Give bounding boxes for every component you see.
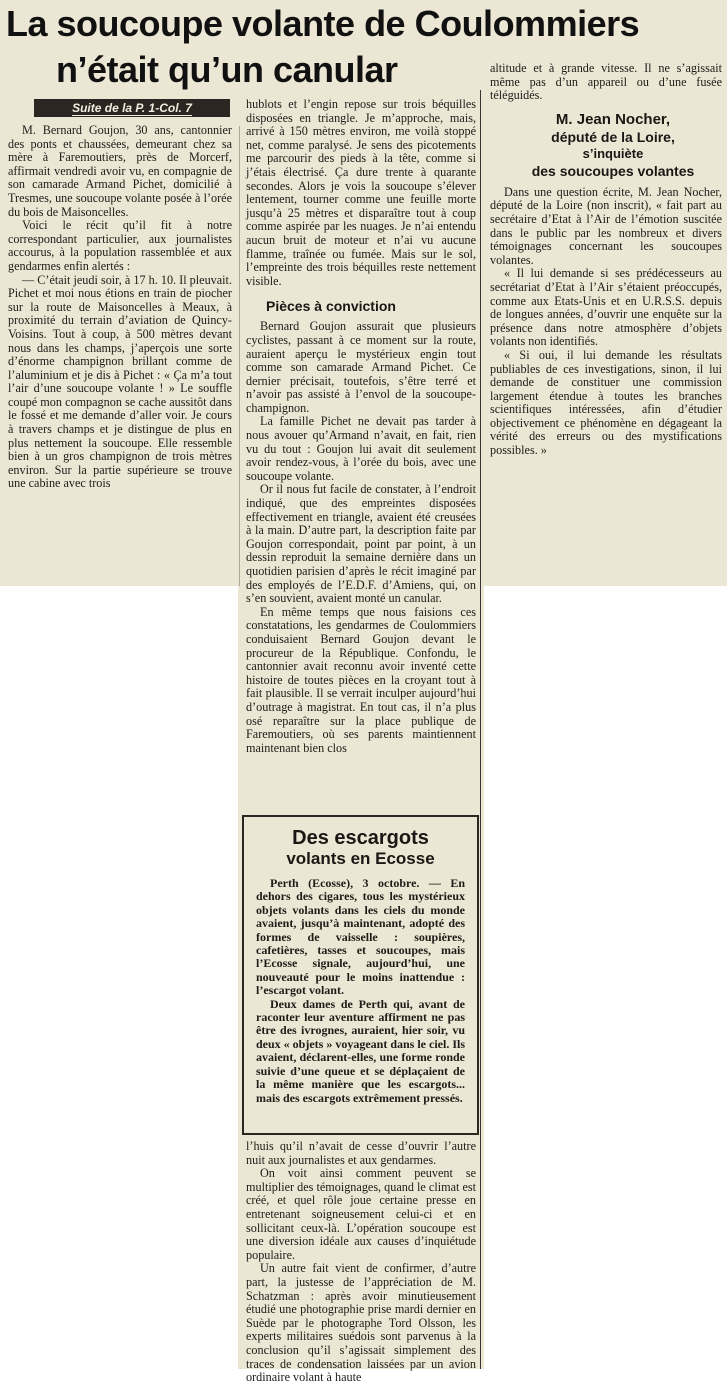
box-body <box>256 877 465 1105</box>
nocher-headline-line-1: M. Jean Nocher, <box>555 110 671 128</box>
article-column-2 <box>246 98 476 755</box>
col2-subhead: Pièces à conviction <box>266 298 396 315</box>
column-rule <box>239 126 240 586</box>
col2-paragraph: Or il nous fut facile de constater, à l’endroit indiqué, que des empreintes disposées effectivement en triangle, avaient été creusées à la main. D’autre part, la description faite par Goujon correspondait, point par point, à un dessin reproduit la semaine dernière dans un quotidien parisien d’après le récit imaginé par des employés de l’E.D.F. d’Amiens, qui, on s’en souvient, avaient monté un canular. <box>246 482 476 606</box>
column-rule <box>480 90 481 1369</box>
box-paragraph: Deux dames de Perth qui, avant de raconter leur aventure affirment ne pas être des ivrognes, auraient, hier soir, vu deux « objets » voyageant dans le ciel. Ils avaient, déclarent-elles, une forme ronde suivie d’une queue et se déplaçaient de la même manière que les escargots... mais des escargots extrêmement pressés. <box>256 996 466 1105</box>
col2-paragraph: l’huis qu’il n’avait de cesse d’ouvrir l’autre nuit aux journalistes et aux gendarmes. <box>246 1139 476 1167</box>
headline-line-1: La soucoupe volante de Coulommiers <box>6 3 640 44</box>
nocher-headline <box>490 111 722 180</box>
col2-paragraph: En même temps que nous faisions ces constatations, les gendarmes de Coulommiers conduisaient Bernard Goujon devant le procureur de la République. Confondu, le cantonnier avait reconnu avoir inventé cette histoire de toutes pièces en la croyant tout à fait plausible. Il se verrait inculper aujourd’hui d’outrage à magistrat. En tout cas, il n’a plus osé reparaître sur la place publique de Faremoutiers, où ses parents maintiennent maintenant bien clos <box>246 604 476 755</box>
col1-paragraph: Voici le récit qu’il fit à notre correspondant particulier, aux journalistes accourus, à la population rassemblée et aux gendarmes enfin alertés : <box>8 218 232 273</box>
col3-paragraph: « Il lui demande si ses prédécesseurs au secrétariat d’Etat à l’Air s’étaient préoccupés, comme aux Etats-Unis et en U.R.S.S. depuis de longues années, d’ouvrir une enquête sur la présence dans notre atmosphère d’objets volants non identifiés. <box>490 266 722 349</box>
box-title-line-2: volants en Ecosse <box>286 849 435 868</box>
col3-paragraph: Dans une question écrite, M. Jean Nocher, député de la Loire (non inscrit), « fait part au secrétaire d’Etat à l’Air de l’émotion suscitée dans le public par les nombreux et divers témoignages concernant les soucoupes volantes. <box>490 184 722 267</box>
col2-paragraph: La famille Pichet ne devait pas tarder à nous avouer qu’Armand n’avait, en fait, rien vu du tout : Goujon lui avait dit seulement avoir rendez-vous, à l’orée du bois, avec une soucoupe volante. <box>246 414 476 483</box>
nocher-headline-line-2: député de la Loire, <box>551 128 675 145</box>
headline-line-2: n’était qu’un canular <box>56 49 398 90</box>
article-column-2-continued <box>246 1140 476 1385</box>
escargots-box <box>242 815 479 1135</box>
col1-paragraph: — C’était jeudi soir, à 17 h. 10. Il pleuvait. Pichet et moi nous étions en train de piocher sur la route de Maisoncelles à Meaux, à proximité du terrain d’aviation de Quincy-Voisins. Tout à coup, à 500 mètres devant nous dans les champs, j’aperçois une sorte d’énorme champignon brillant comme de l’aluminium et je dis à Pichet : « Ça m’a tout l’air d’une soucoupe volante ! » Le souffle coupé mon compagnon se cache aussitôt dans le fossé et me demande d’aller voir. Je cours à travers champs et je distingue de plus en plus nettement la soucoupe. Elle ressemble bien à un gros champignon de trois mètres environ. Sur la partie supérieure se trouve une cabine avec trois <box>8 272 232 491</box>
col3-paragraph: « Si oui, il lui demande les résultats publiables de ces investigations, sinon, il lui demande de constituer une commission largement étendue à toutes les branches scientifiques intéressées, afin d’étudier objectivement ce phénomène en dégageant la vérité des erreurs ou des mystifications possibles. » <box>490 347 722 458</box>
article-column-1 <box>8 124 232 491</box>
col2-paragraph: On voit ainsi comment peuvent se multiplier des témoignages, quand le climat est créé, et quel rôle joue certaine presse en entretenant soigneusement celui-ci et en sollicitant ceux-là. L’opération soucoupe est une diversion idéale aux causes d’inquiétude populaire. <box>246 1166 476 1262</box>
col2-paragraph: Bernard Goujon assurait que plusieurs cyclistes, passant à ce moment sur la route, auraient aperçu le mystérieux engin tout comme son camarade Armand Pichet. Ce dernier précisait, toutefois, s’être terré et n’avoir pas assisté à l’envol de la soucoupe-champignon. <box>246 319 476 415</box>
nocher-headline-line-3: s’inquiète <box>582 145 644 161</box>
col1-paragraph: M. Bernard Goujon, 30 ans, cantonnier des ponts et chaussées, demeurant chez sa mère à Faremoutiers, près de Morcerf, affirmait vendredi avoir vu, en compagnie de son camarade Armand Pichet, domicilié à Tresmes, une soucoupe volante posée à l’orée du bois de Maisoncelles. <box>8 123 232 219</box>
box-title-line-1: Des escargots <box>292 827 429 849</box>
nocher-headline-line-4: des soucoupes volantes <box>531 162 695 179</box>
col3-top-paragraph: altitude et à grande vitesse. Il ne s’agissait même pas d’un appareil ou d’une fusée téléguidés. <box>490 61 722 103</box>
box-paragraph: Perth (Ecosse), 3 octobre. — En dehors des cigares, tous les mystérieux objets volants dans les ciels du monde avaient, jusqu’à maintenant, adopté des formes de vaisselle : soupières, cafetières, tasses et soucoupes, mais l’Ecosse signale, aujourd’hui, une nouveauté pour le moins inattendue : l’escargot volant. <box>256 876 465 998</box>
col2-paragraph: hublots et l’engin repose sur trois béquilles disposées en triangle. Je m’approche, mais, arrivé à 150 mètres environ, me voilà stoppé net, comme paralysé. Je sens des picotements me parcourir des pieds à la tête, comme si j’étais électrisé. Ça dure trente à quarante secondes. Alors je vois la soucoupe s’élever lentement, tourner comme une feuille morte jusqu’à 25 mètres et disparaître tout à coup comme aspirée par les nuages. Je n’ai entendu aucun bruit de moteur et n’ai vu aucune flamme, traînée ou fumée. Mais sur le sol, l’empreinte des trois béquilles reste nettement visible. <box>246 97 476 288</box>
article-column-3 <box>490 62 722 458</box>
continuation-banner-text: Suite de la P. 1-Col. 7 <box>72 101 192 115</box>
col2-paragraph: Un autre fait vient de confirmer, d’autre part, la justesse de l’appréciation de M. Schatzman : après avoir minutieusement étudié une photographie prise mardi dernier en Suède par le photographe Tord Olsson, les experts militaires suédois sont parvenus à la conclusion qu’il s’agissait simplement des traces de condensation laissées par un avion ordinaire volant à haute <box>246 1261 476 1385</box>
continuation-banner <box>34 99 230 117</box>
